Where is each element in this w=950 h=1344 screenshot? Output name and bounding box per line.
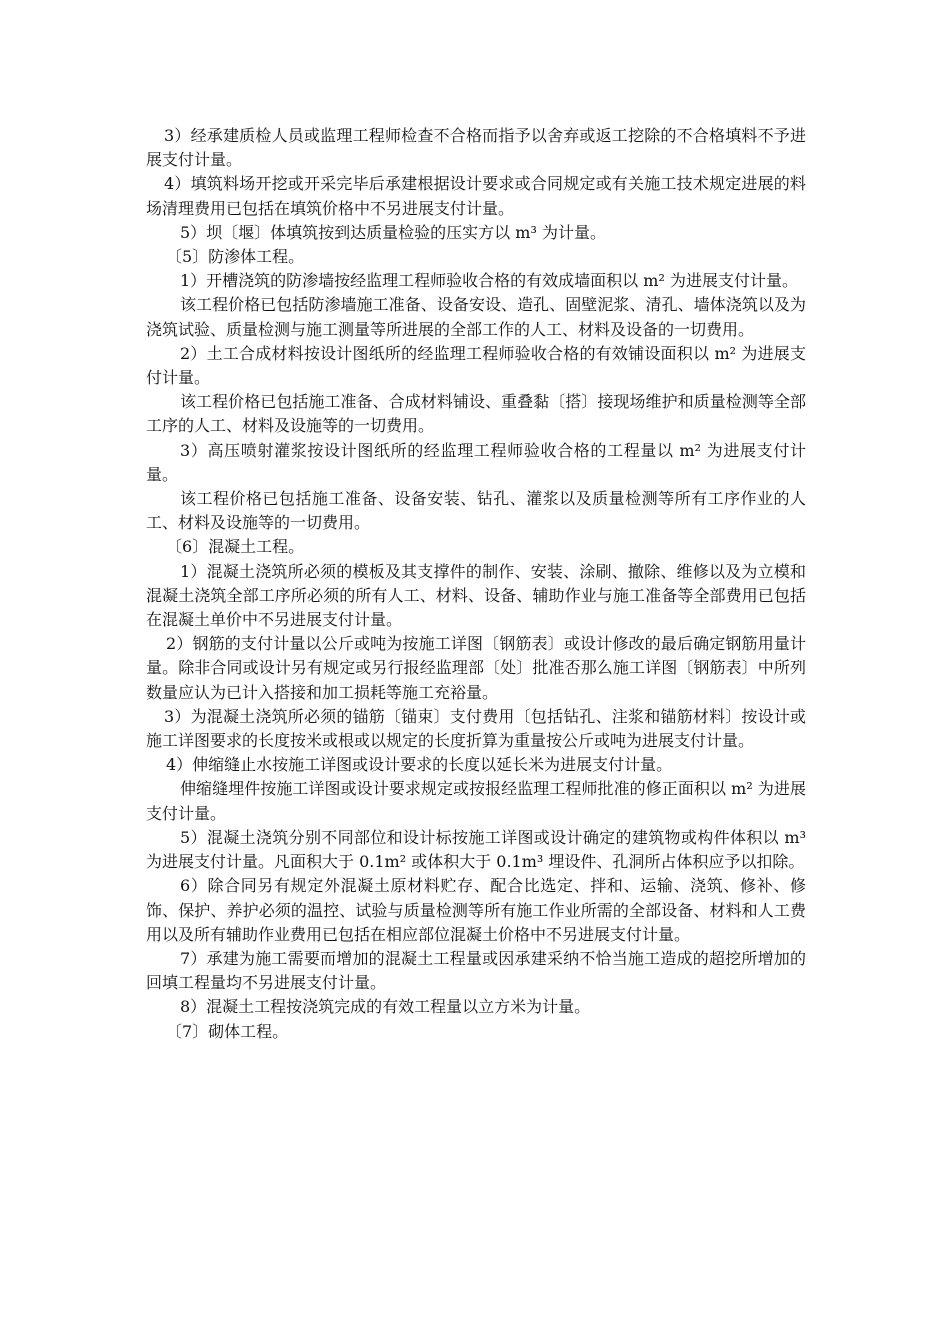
paragraph: 5）坝〔堰〕体填筑按到达质量检验的压实方以 m³ 为计量。 — [180, 222, 606, 242]
section-heading: 〔5〕防渗体工程。 — [166, 247, 305, 267]
paragraph: 该工程价格已包括施工准备、合成材料铺设、重叠黏〔搭〕接现场维护和质量检测等全部工序的人工、材料及设施等的一切费用。 — [146, 392, 806, 436]
paragraph: 该工程价格已包括防渗墙施工准备、设备安设、造孔、固壁泥浆、清孔、墙体浇筑以及为浇筑试验、质量检测与施工测量等所进展的全部工作的人工、材料及设备的一切费用。 — [146, 295, 806, 339]
paragraph: 1）混凝土浇筑所必须的模板及其支撑件的制作、安装、涂刷、撤除、维修以及为立模和混凝土浇筑全部工序所必须的所有人工、材料、设备、辅助作业与施工准备等全部费用已包括在混凝土单价中不另进展支付计量。 — [146, 561, 806, 630]
section-heading: 〔6〕混凝土工程。 — [166, 537, 305, 557]
paragraph: 该工程价格已包括施工准备、设备安装、钻孔、灌浆以及质量检测等所有工序作业的人工、材料及设施等的一切费用。 — [146, 489, 806, 533]
paragraph: 1）开槽浇筑的防渗墙按经监理工程师验收合格的有效成墙面积以 m² 为进展支付计量。 — [180, 271, 798, 291]
paragraph: 2）钢筋的支付计量以公斤或吨为按施工详图〔钢筋表〕或设计修改的最后确定钢筋用量计量。除非合同或设计另有规定或另行报经监理部〔处〕批准否那么施工详图〔钢筋表〕中所列数量应认为已计入搭接和加工损耗等施工充裕量。 — [146, 634, 806, 702]
paragraph: 2）土工合成材料按设计图纸所的经监理工程师验收合格的有效铺设面积以 m² 为进展支付计量。 — [146, 343, 806, 388]
paragraph: 4）填筑料场开挖或开采完毕后承建根据设计要求或合同规定或有关施工技术规定进展的料场清理费用已包括在填筑价格中不另进展支付计量。 — [146, 174, 806, 218]
section-heading: 〔7〕砌体工程。 — [166, 1021, 289, 1041]
paragraph: 3）为混凝土浇筑所必须的锚筋〔锚束〕支付费用〔包括钻孔、注浆和锚筋材料〕按设计或施工详图要求的长度按米或根或以规定的长度折算为重量按公斤或吨为进展支付计量。 — [146, 706, 806, 751]
paragraph: 5）混凝土浇筑分别不同部位和设计标按施工详图或设计确定的建筑物或构件体积以 m³ 为进展支付计量。凡面积大于 0.1m² 或体积大于 0.1m³ 埋设件、孔洞所占体积应予以扣除。 — [146, 827, 806, 872]
paragraph: 3）经承建质检人员或监理工程师检查不合格而指予以舍弃或返工挖除的不合格填料不予进展支付计量。 — [146, 126, 806, 170]
paragraph: 3）高压喷射灌浆按设计图纸所的经监理工程师验收合格的工程量以 m² 为进展支付计量。 — [146, 440, 806, 484]
document-body — [146, 124, 806, 1044]
paragraph: 7）承建为施工需要而增加的混凝土工程量或因承建采纳不恰当施工造成的超挖所增加的回填工程量均不另进展支付计量。 — [146, 948, 806, 993]
paragraph: 4）伸缩缝止水按施工详图或设计要求的长度以延长米为进展支付计量。 — [166, 755, 673, 775]
paragraph: 伸缩缝埋件按施工详图或设计要求规定或按报经监理工程师批准的修正面积以 m² 为进展支付计量。 — [146, 779, 806, 823]
paragraph: 6）除合同另有规定外混凝土原材料贮存、配合比选定、拌和、运输、浇筑、修补、修饰、保护、养护必须的温控、试验与质量检测等所有施工作业所需的全部设备、材料和人工费用以及所有辅助作业费用已包括在相应部位混凝土价格中不另进展支付计量。 — [146, 876, 806, 944]
paragraph: 8）混凝土工程按浇筑完成的有效工程量以立方米为计量。 — [180, 997, 591, 1017]
